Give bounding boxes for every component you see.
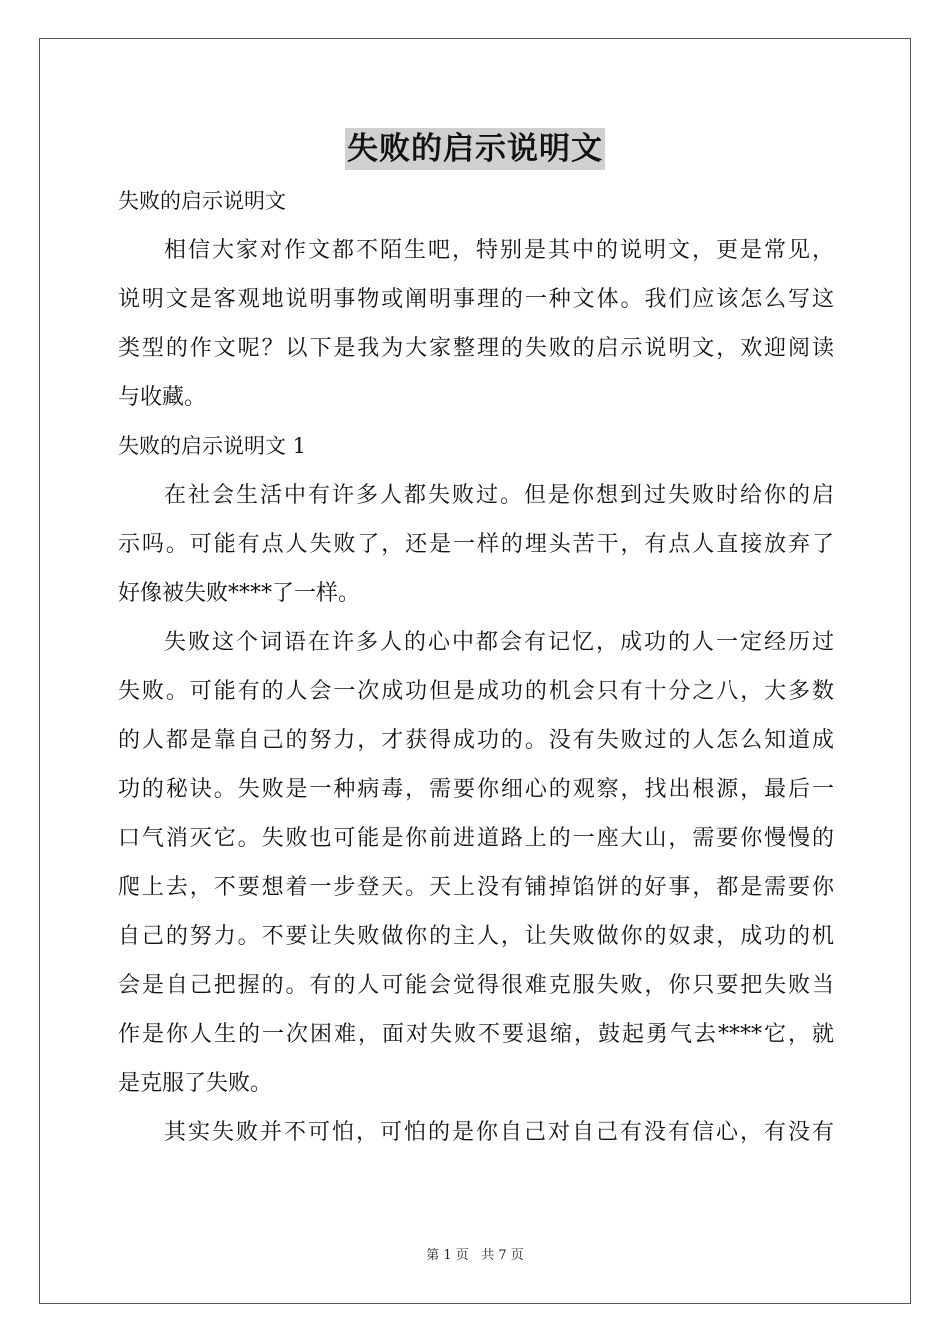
paragraph-line: 的人都是靠自己的努力，才获得成功的。没有失败过的人怎么知道成: [118, 728, 834, 753]
paragraph-line: 在社会生活中有许多人都失败过。但是你想到过失败时给你的启: [164, 483, 834, 508]
paragraph-line: 自己的努力。不要让失败做你的主人，让失败做你的奴隶，成功的机: [118, 924, 834, 949]
paragraph-line: 功的秘诀。失败是一种病毒，需要你细心的观察，找出根源，最后一: [118, 777, 834, 802]
paragraph-2: [118, 618, 834, 1108]
document-title: 失败的启示说明文: [345, 128, 605, 170]
paragraph-line: 相信大家对作文都不陌生吧，特别是其中的说明文，更是常见，: [164, 238, 834, 263]
paragraph-line: 与收藏。: [118, 385, 207, 410]
paragraph-line: 其实失败并不可怕，可怕的是你自己对自己有没有信心，有没有: [164, 1120, 834, 1145]
page-number: 第 1 页: [426, 1248, 469, 1263]
paragraph-1: [118, 471, 834, 618]
page-footer: [0, 1247, 950, 1265]
paragraph-line: 会是自己把握的。有的人可能会觉得很难克服失败，你只要把失败当: [118, 973, 834, 998]
intro-paragraph: [118, 226, 834, 422]
paragraph-line: 示吗。可能有点人失败了，还是一样的埋头苦干，有点人直接放弃了: [118, 532, 834, 557]
footer-spacer: [469, 1248, 481, 1263]
page-total: 共 7 页: [481, 1248, 524, 1263]
paragraph-line: 是克服了失败。: [118, 1071, 273, 1096]
paragraph-line: 说明文是客观地说明事物或阐明事理的一种文体。我们应该怎么写这: [118, 287, 834, 312]
paragraph-3: [118, 1108, 834, 1157]
title-wrap: [0, 128, 950, 170]
paragraph-line: 口气消灭它。失败也可能是你前进道路上的一座大山，需要你慢慢的: [118, 826, 834, 851]
paragraph-line: 爬上去，不要想着一步登天。天上没有铺掉馅饼的好事，都是需要你: [118, 875, 834, 900]
paragraph-line: 类型的作文呢？以下是我为大家整理的失败的启示说明文，欢迎阅读: [118, 336, 834, 361]
paragraph-line: 作是你人生的一次困难，面对失败不要退缩，鼓起勇气去****它，就: [118, 1022, 834, 1047]
document-body: [118, 177, 834, 1157]
paragraph-line: 失败这个词语在许多人的心中都会有记忆，成功的人一定经历过: [164, 630, 834, 655]
section-heading: 失败的启示说明文 1: [118, 434, 307, 458]
paragraph-line: 好像被失败****了一样。: [118, 581, 361, 606]
document-subtitle: 失败的启示说明文: [118, 189, 286, 213]
paragraph-line: 失败。可能有的人会一次成功但是成功的机会只有十分之八，大多数: [118, 679, 834, 704]
